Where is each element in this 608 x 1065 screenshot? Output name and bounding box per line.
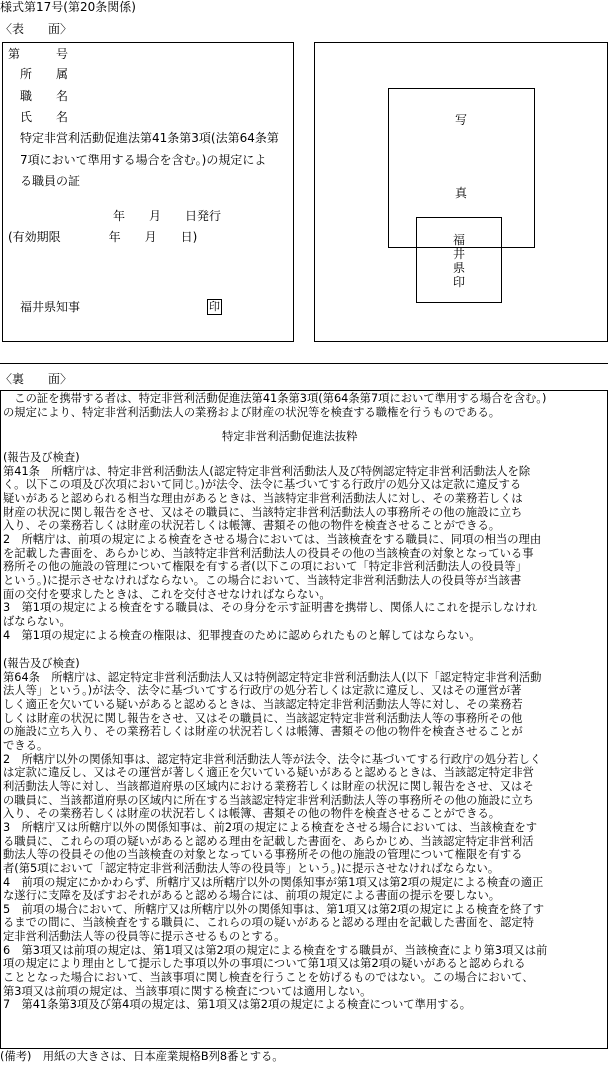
stamp-char-1: 福 <box>452 233 465 247</box>
article-line: 面の交付を要求したときは、これを交付させなければならない。 <box>3 587 331 601</box>
number-label: 第 号 <box>8 47 69 61</box>
article-line: 法人等」という。)が法令、法令に基づいてする行政庁の処分若しくは定款に違反し、又はその運営が著 <box>3 684 522 698</box>
field-affiliation: 所 属 <box>20 67 69 81</box>
back-label: 〈裏 面〉 <box>0 372 73 386</box>
article-line: 入り、その業務若しくは財産の状況若しくは帳簿、書類その他の物件を検査させることができる。 <box>3 807 501 821</box>
field-position: 職 名 <box>20 89 69 103</box>
article-line: な遂行に支障を及ぼすおそれがあると認める場合には、前項の規定による書面の提示を要しない。 <box>3 889 501 903</box>
article-line: しくは財産の状況に関し報告をさせ、又はその職員に、当該認定特定非営利活動法人等の事務所その他 <box>3 711 523 725</box>
article-line: 利活動法人等に対し、当該都道府県の区域内における業務若しくは財産の状況に関し報告をさせ、又はそ <box>3 779 534 793</box>
stamp-char-2: 井 <box>452 247 465 261</box>
article-line: の職員に、当該都道府県の区域内に所在する当該認定特定非営利活動法人等の事務所その他の施設に立ち <box>3 793 534 807</box>
article-line: 6 第3項又は前項の規定は、第1項又は第2項の規定による検査をする職員が、当該検査により第3項又は前 <box>3 943 548 957</box>
article-line: 3 第1項の規定による検査をする職員は、その身分を示す証明書を携帯し、関係人にこれを提示しなけれ <box>3 601 538 615</box>
provision-line-2: 7項において準用する場合を含む。)の規定によ <box>20 153 267 167</box>
article-line: を記載した書面を、あらかじめ、当該特定非営利活動法人の役員その他の当該検査の対象となっている事 <box>3 546 534 560</box>
article-line: 4 第1項の規定による検査の権限は、犯罪捜査のために認められたものと解してはならない。 <box>3 628 481 642</box>
article-line: 7 第41条第3項及び第4項の規定は、第1項又は第2項の規定による検査について準用する。 <box>3 998 472 1012</box>
section-41 <box>3 451 603 642</box>
article-line: 財産の状況に関し報告をさせ、又はその職員に、当該特定非営利活動法人の事務所その他の施設に立ち <box>3 505 523 519</box>
photo-char-1: 写 <box>454 113 467 127</box>
front-label: 〈表 面〉 <box>0 22 73 36</box>
photo-card <box>314 42 608 342</box>
article-line: は定款に違反し、又はその運営が著しく適正を欠いている疑いがあると認めるときは、当該認定特定非営 <box>3 766 534 780</box>
intro-line: の規定により、特定非営利活動法人の業務および財産の状況等を検査する職権を行うものである。 <box>3 405 501 419</box>
remarks-note: (備考) 用紙の大きさは、日本産業規格B列8番とする。 <box>0 1050 284 1063</box>
article-line: 第3項又は前項の規定は、当該事項に関する検査については適用しない。 <box>3 984 372 998</box>
front-card <box>2 42 294 342</box>
issuer: 福井県知事 <box>20 300 81 314</box>
stamp-char-4: 印 <box>452 275 465 289</box>
article-line: 定非営利活動法人等の役員等に提示させるものとする。 <box>3 930 286 944</box>
article-line: という。)に提示させなければならない。この場合において、当該特定非営利活動法人の役員等が当該書 <box>3 573 522 587</box>
issuer-seal-mark: 印 <box>209 300 220 313</box>
provision-line-1: 特定非営利活動促進法第41条第3項(法第64条第 <box>20 131 279 145</box>
field-name: 氏 名 <box>20 110 69 124</box>
article-line: 疑いがあると認められる相当な理由があるときは、当該特定非営利活動法人に対し、その業務若しくは <box>3 491 523 505</box>
article-line: る職員に、これらの項の疑いがあると認める理由を記載した書面を、あらかじめ、当該認定特定非営利活 <box>3 834 534 848</box>
section-64 <box>3 657 603 1012</box>
article-line: るまでの間に、当該検査をする職員に、これらの項の疑いがあると認める理由を記載した書面を、認定特 <box>3 916 534 930</box>
valid-until: (有効期限 年 月 日) <box>8 230 198 244</box>
article-line: できる。 <box>3 738 49 752</box>
issue-date: 年 月 日発行 <box>113 209 222 223</box>
article-line: 2 所轄庁は、前項の規定による検査をさせる場合においては、当該検査をする職員に、同項の相当の理由 <box>3 532 542 546</box>
article-line: しく適正を欠いている疑いがあると認めるときは、当該認定特定非営利活動法人等に対し、その業務若 <box>3 697 523 711</box>
form-number-header: 様式第17号(第20条関係) <box>0 0 136 14</box>
article-line: の施設に立ち入り、その業務若しくは財産の状況若しくは帳簿、書類その他の物件を検査させることが <box>3 725 523 739</box>
article-line: こととなった場合において、当該事項に関し検査を行うことを妨げるものではない。この場合において、 <box>3 971 534 985</box>
section-divider <box>0 363 608 364</box>
article-line: 4 前項の規定にかかわらず、所轄庁又は所轄庁以外の関係知事が第1項又は第2項の規定による検査の適正 <box>3 875 544 889</box>
section-heading: (報告及び検査) <box>3 451 80 464</box>
article-line: 5 前項の場合において、所轄庁又は所轄庁以外の関係知事は、第1項又は第2項の規定による検査を終了す <box>3 902 544 916</box>
intro-text <box>3 392 603 419</box>
article-line: く。以下この項及び次項において同じ。)が法令、法令に基づいてする行政庁の処分又は定款に違反する <box>3 478 522 492</box>
article-line: 入り、その業務若しくは財産の状況若しくは帳簿、書類その他の物件を検査させることができる。 <box>3 519 501 533</box>
stamp-char-3: 県 <box>452 261 465 275</box>
prefecture-stamp-area <box>416 217 502 303</box>
provision-line-3: る職員の証 <box>20 174 81 188</box>
article-line: 務所その他の施設の管理について権限を有する者(以下この項において「特定非営利活動法人の役員等」 <box>3 560 527 574</box>
section-heading: (報告及び検査) <box>3 657 80 670</box>
article-line: 項の規定により理由として提示した事項以外の事項について第1項又は第2項の疑いがあると認められる <box>3 957 526 971</box>
article-line: ばならない。 <box>3 614 71 628</box>
article-line: 者(第5項において「認定特定非営利活動法人等の役員等」という。)に提示させなければならない。 <box>3 861 500 875</box>
photo-char-2: 真 <box>454 186 467 200</box>
article-line: 動法人等の役員その他の当該検査の対象となっている事務所その他の施設の管理について権限を有する <box>3 848 523 862</box>
article-line: 2 所轄庁以外の関係知事は、認定特定非営利活動法人等が法令、法令に基づいてする行政庁の処分若しく <box>3 752 542 766</box>
article-line: 第64条 所轄庁は、認定特定非営利活動法人又は特例認定特定非営利活動法人(以下「認定特定非営利活動 <box>3 670 542 684</box>
article-line: 3 所轄庁又は所轄庁以外の関係知事は、前2項の規定による検査をさせる場合においては、当該検査をす <box>3 820 538 834</box>
intro-line: この証を携帯する者は、特定非営利活動促進法第41条第3項(第64条第7項において準用する場合を含む。) <box>3 392 547 405</box>
excerpt-title: 特定非営利活動促進法抜粋 <box>222 430 358 443</box>
article-line: 第41条 所轄庁は、特定非営利活動法人(認定特定非営利活動法人及び特例認定特定非営利活動法人を除 <box>3 464 531 478</box>
